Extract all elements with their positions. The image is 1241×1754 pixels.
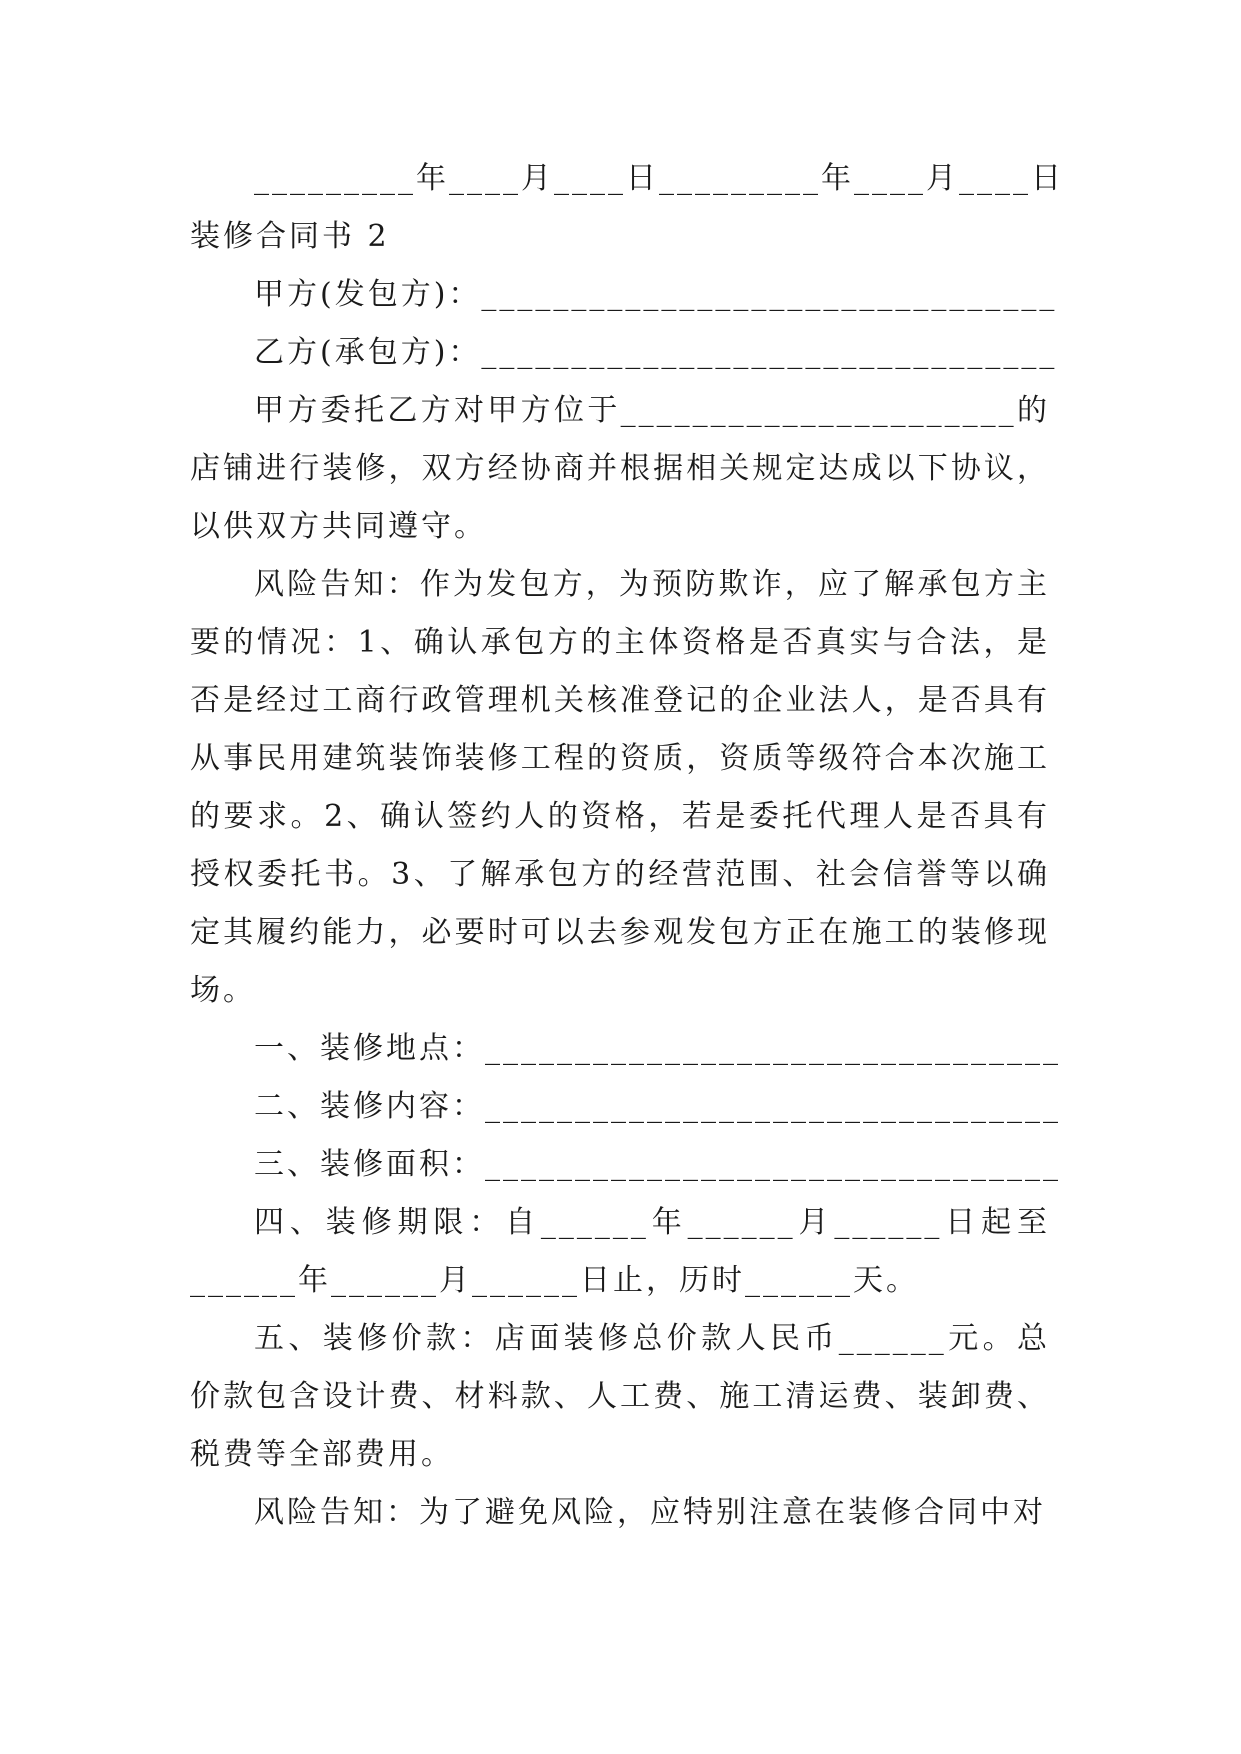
intro-paragraph: 甲方委托乙方对甲方位于______________________的店铺进行装修，双方经协商并根据相关规定达成以下协议，以供双方共同遵守。 [190, 393, 1050, 544]
party-b-line: 乙方(承包方)：________________________________ [254, 335, 1058, 370]
item-location: 一、装修地点：________________________________ [254, 1031, 1061, 1066]
item-price: 五、装修价款：店面装修总价款人民币______元。总价款包含设计费、材料款、人工费、施工清运费、装卸费、税费等全部费用。 [190, 1321, 1050, 1472]
item-area: 三、装修面积：________________________________ [254, 1147, 1061, 1182]
risk-notice-paragraph-1: 风险告知：作为发包方，为预防欺诈，应了解承包方主要的情况：1、确认承包方的主体资格是否真实与合法，是否是经过工商行政管理机关核准登记的企业法人，是否具有从事民用建筑装饰装修工程的资质，资质等级符合本次施工的要求。2、确认签约人的资格，若是委托代理人是否具有授权委托书。3、了解承包方的经营范围、社会信誉等以确定其履约能力，必要时可以去参观发包方正在施工的装修现场。 [190, 567, 1050, 1008]
item-period: 四、装修期限：自______年______月______日起至______年______月______日止，历时______天。 [190, 1205, 1050, 1298]
document-page [190, 150, 1064, 1542]
date-line: _________年____月____日_________年____月____日 [254, 161, 1064, 196]
risk-notice-paragraph-2: 风险告知：为了避免风险，应特别注意在装修合同中对 [254, 1495, 1046, 1530]
party-a-line: 甲方(发包方)：________________________________ [254, 277, 1058, 312]
item-content: 二、装修内容：________________________________ [254, 1089, 1061, 1124]
document-title: 装修合同书 2 [190, 219, 390, 254]
